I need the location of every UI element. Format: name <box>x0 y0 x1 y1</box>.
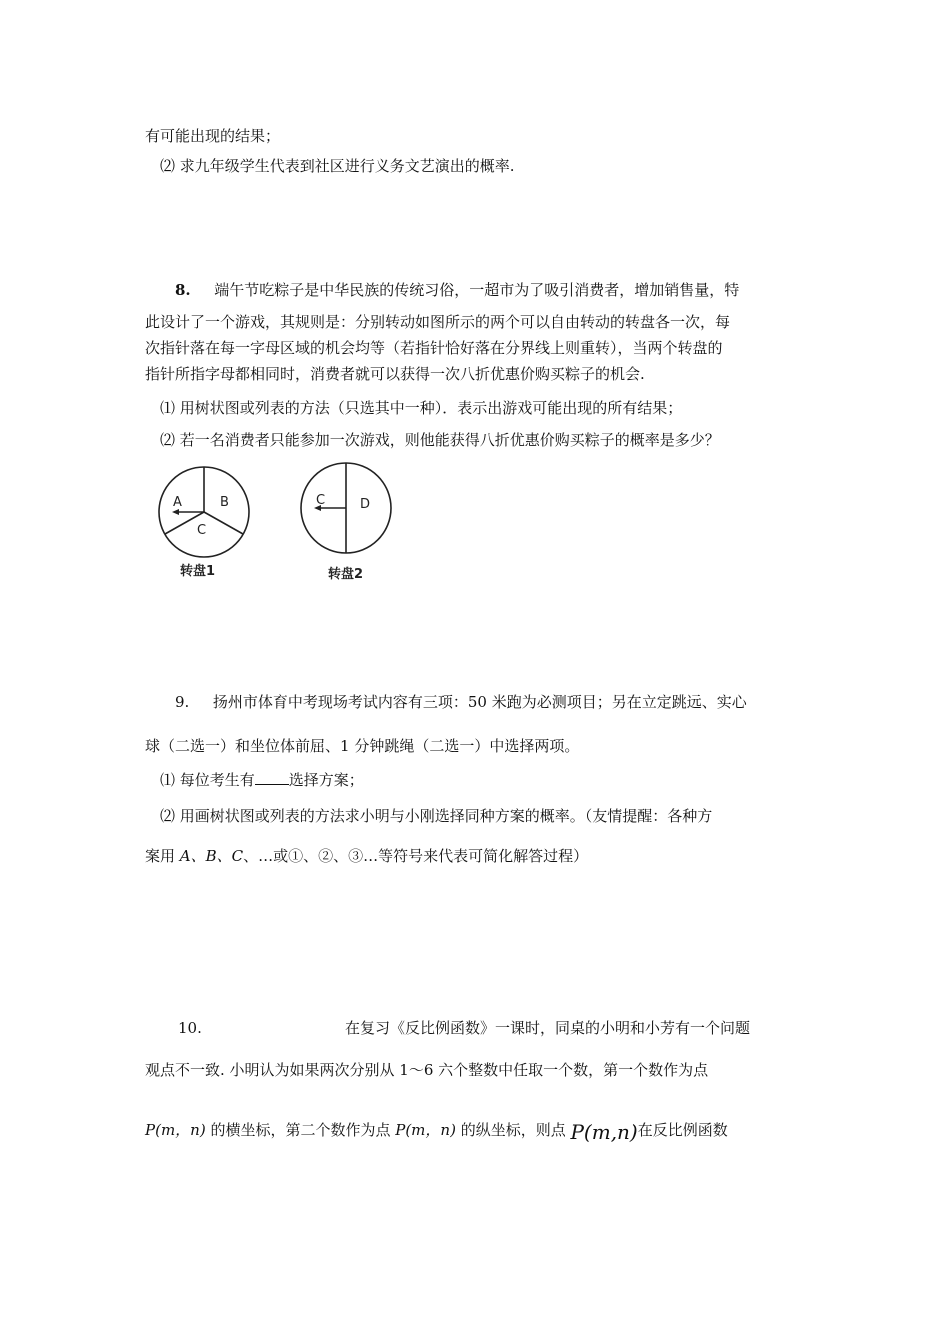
q8-number: 8. <box>175 281 191 299</box>
q10-number: 10. <box>178 1019 202 1037</box>
spinner-2-label: 转盘2 <box>328 567 364 582</box>
q9-line-end <box>145 846 588 866</box>
q7-subquestion-2: ⑵ 求九年级学生代表到社区进行义务文艺演出的概率. <box>160 157 515 175</box>
q9-number: 9. <box>175 693 190 711</box>
q9-line-end-a: 案用 <box>145 847 180 865</box>
q8-line-1 <box>175 280 739 300</box>
q9-line-end-letters: A、B、C <box>179 847 244 865</box>
q10-point-formula: P(m,n) <box>570 1120 638 1144</box>
q8-line-3: 次指针落在每一字母区域的机会均等（若指针恰好落在分界线上则重转），当两个转盘的 <box>145 339 723 357</box>
q9-line-end-b: 、…或①、②、③…等符号来代表可简化解答过程） <box>243 847 589 865</box>
spinner-2-sector-d: D <box>360 497 371 512</box>
q10-line-1: 在复习《反比例函数》一课时，同桌的小明和小芳有一个问题 <box>345 1019 751 1037</box>
q9-line-1-text: 扬州市体育中考现场考试内容有三项：50 米跑为必测项目；另在立定跳远、实心 <box>212 693 747 711</box>
spinner-2-sector-c: C <box>316 493 326 508</box>
q9-subquestion-1 <box>160 770 364 790</box>
q9-sub1-post: 选择方案； <box>288 771 364 789</box>
q10-line-3b: 的纵坐标，则点 <box>455 1121 571 1139</box>
q9-line-1 <box>175 692 747 712</box>
q8-subquestion-2: ⑵ 若一名消费者只能参加一次游戏，则他能获得八折优惠价购买粽子的概率是多少？ <box>160 431 720 449</box>
spinner-1 <box>154 462 254 562</box>
q10-line-2: 观点不一致. 小明认为如果两次分别从 1～6 六个整数中任取一个数，第一个数作为点 <box>145 1061 709 1079</box>
q9-subquestion-2: ⑵ 用画树状图或列表的方法求小明与小刚选择同种方案的概率。（友情提醒：各种方 <box>160 807 713 825</box>
q8-subquestion-1: ⑴ 用树状图或列表的方法（只选其中一种）．表示出游戏可能出现的所有结果； <box>160 399 683 417</box>
spinner-1-sector-a: A <box>173 495 182 510</box>
q10-point-1: P(m，n) <box>145 1121 206 1139</box>
q8-line-1-text: 端午节吃粽子是中华民族的传统习俗，一超市为了吸引消费者，增加销售量，特 <box>214 281 740 299</box>
q10-point-2: P(m，n) <box>395 1121 456 1139</box>
spinner-1-divider <box>204 512 243 534</box>
spinner-1-label: 转盘1 <box>180 564 216 579</box>
answer-blank <box>255 770 289 785</box>
spinner-1-sector-b: B <box>220 495 229 510</box>
spinner-1-sector-c: C <box>197 523 207 538</box>
q7-text-line: 有可能出现的结果； <box>145 127 281 145</box>
q10-line-3 <box>145 1120 728 1142</box>
spinner-2 <box>298 460 398 560</box>
q10-line-3a: 的横坐标，第二个数作为点 <box>205 1121 396 1139</box>
q8-line-2: 此设计了一个游戏，其规则是：分别转动如图所示的两个可以自由转动的转盘各一次，每 <box>145 313 731 331</box>
q9-line-2: 球（二选一）和坐位体前屈、1 分钟跳绳（二选一）中选择两项。 <box>145 737 580 755</box>
q10-line-3c: 在反比例函数 <box>637 1121 728 1139</box>
q8-line-4: 指针所指字母都相同时，消费者就可以获得一次八折优惠价购买粽子的机会. <box>145 365 645 383</box>
q9-sub1-pre: ⑴ 每位考生有 <box>160 771 255 789</box>
